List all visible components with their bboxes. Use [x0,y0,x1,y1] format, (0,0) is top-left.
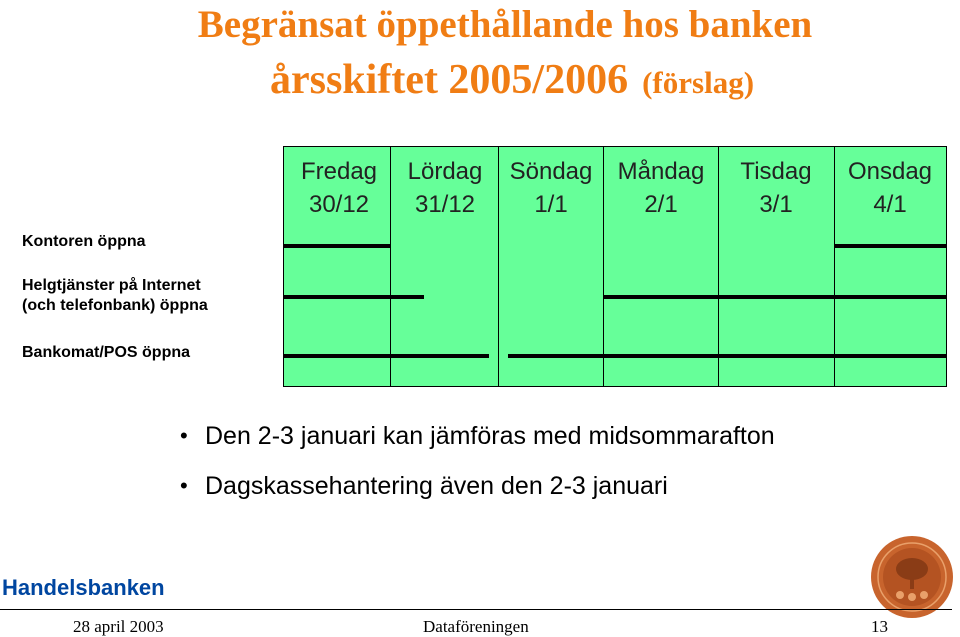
day-header-fredag: Fredag 30/12 [300,158,378,218]
footer-divider [0,609,952,610]
column-divider [718,147,719,386]
brand-logo-text: Handelsbanken [2,575,165,600]
row-label-internet: Helgtjänster på Internet (och telefonbank) öppna [22,277,208,314]
bullet-item: • Den 2-3 januari kan jämföras med midsommarafton [180,418,775,468]
footer-center: Dataföreningen [423,617,529,636]
open-bar-bankomat-fre-lor [284,354,489,358]
slide-title-line1: Begränsat öppethållande hos banken [197,3,813,46]
bullet-item: • Dagskassehantering även den 2-3 januari [180,468,775,518]
day-header-onsdag: Onsdag 4/1 [847,158,933,218]
open-bar-bankomat-son-ons [508,354,947,358]
row-label-bankomat: Bankomat/POS öppna [22,344,191,361]
day-header-tisdag: Tisdag 3/1 [740,158,812,218]
footer-page-number: 13 [871,617,888,636]
day-header-sondag: Söndag 1/1 [509,158,593,218]
open-bar-kontoren-onsdag [835,244,947,248]
footer-date: 28 april 2003 [73,617,164,636]
savings-bank-seal-icon [870,535,954,619]
bullet-list [180,418,775,518]
title-year: årsskiftet 2005/2006 [269,57,629,103]
open-bar-internet-fre-lor [284,295,424,299]
open-bar-kontoren-fredag [284,244,391,248]
day-header-lordag: Lördag 31/12 [407,158,483,218]
opening-hours-grid [283,146,947,387]
slide-title-line2 [32,56,960,104]
row-label-kontoren: Kontoren öppna [22,233,146,250]
day-header-mandag: Måndag 2/1 [617,158,705,218]
open-bar-internet-man-ons [604,295,947,299]
title-suffix: (förslag) [642,65,755,100]
